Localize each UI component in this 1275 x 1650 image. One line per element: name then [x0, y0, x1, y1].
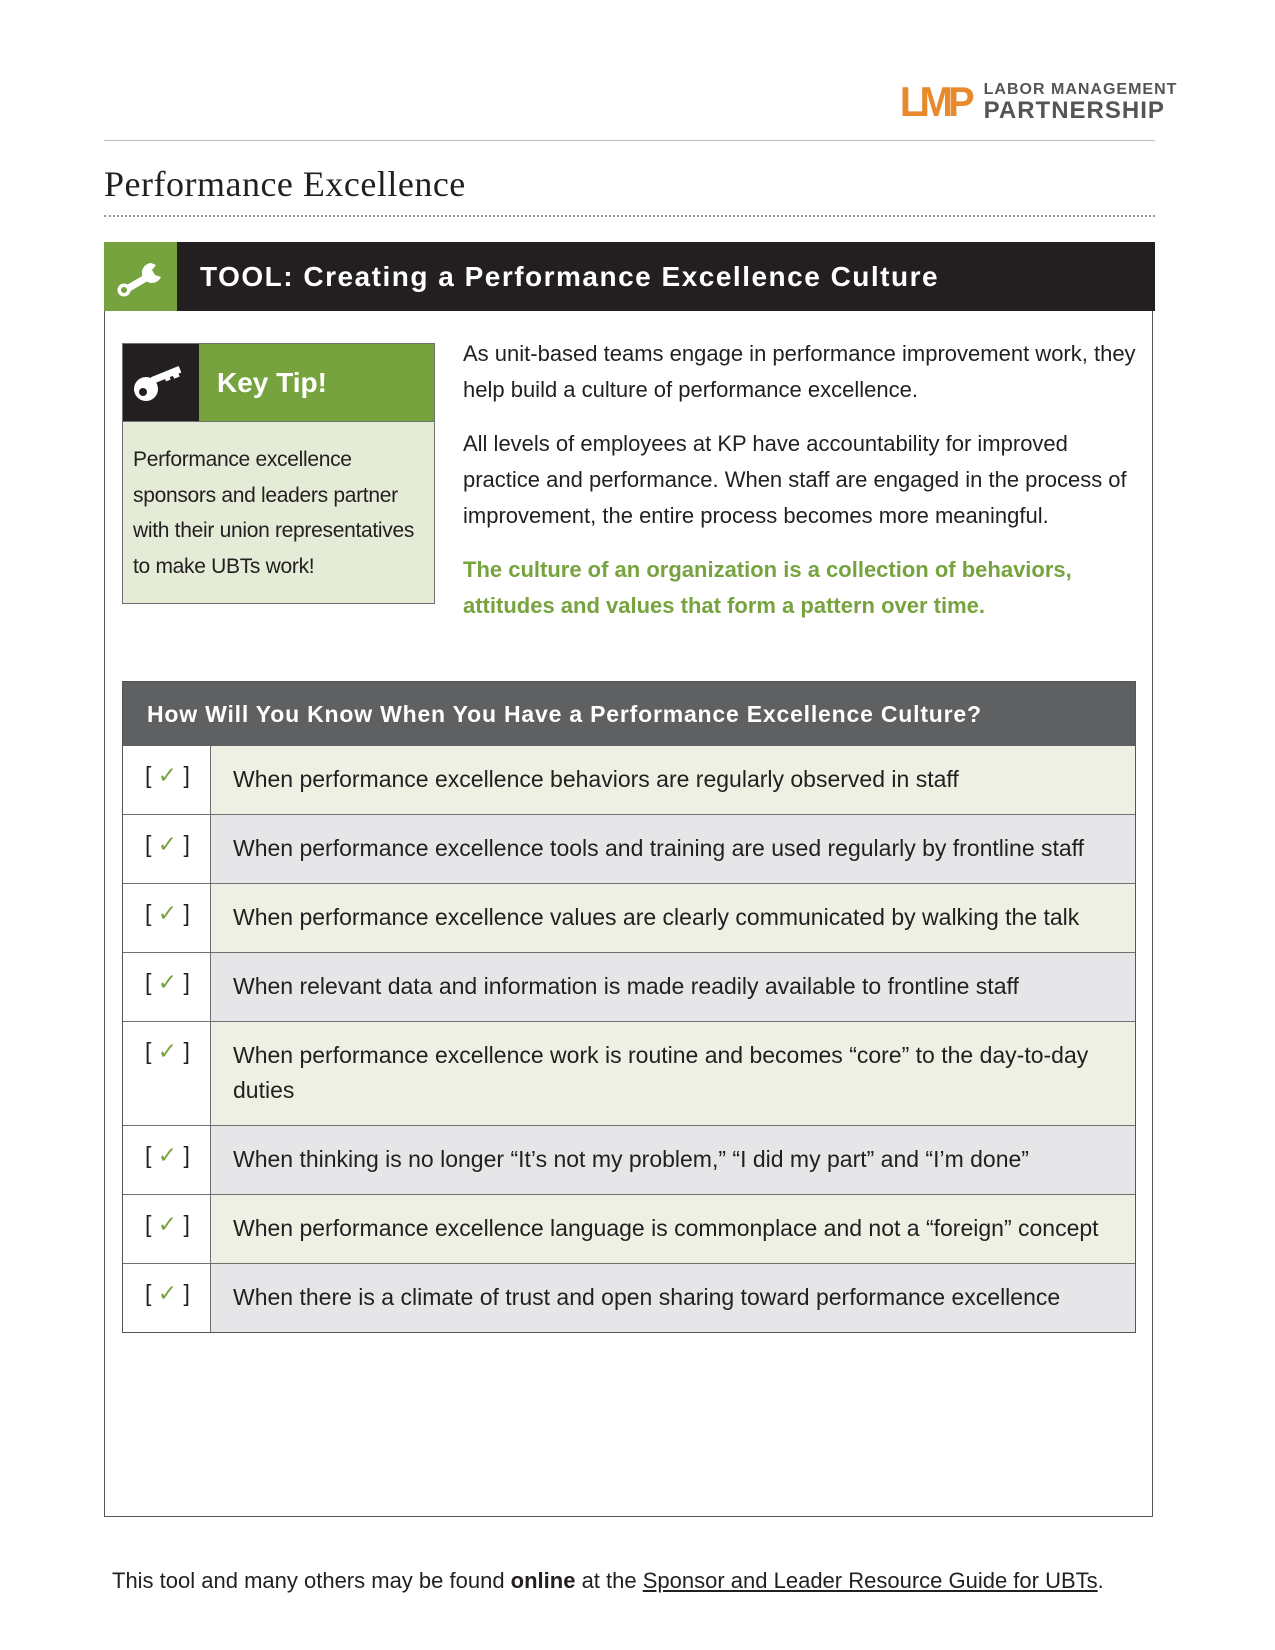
footer-middle: at the: [575, 1568, 643, 1593]
footer-note: [112, 1568, 1104, 1594]
bracket-open: [: [145, 762, 152, 788]
key-tip-box: [122, 343, 435, 604]
checkmark-cell: [123, 1022, 211, 1125]
checklist-item-text: When performance excellence values are clearly communicated by walking the talk: [211, 884, 1135, 952]
bracket-open: [: [145, 969, 152, 995]
resource-guide-link[interactable]: Sponsor and Leader Resource Guide for UBTs: [642, 1568, 1098, 1593]
checkmark-cell: [123, 953, 211, 1021]
checkmark-icon: ✓: [157, 1280, 178, 1306]
checklist-row: [123, 1125, 1135, 1194]
checkmark-icon: ✓: [157, 900, 178, 926]
checkmark-icon: ✓: [157, 762, 178, 788]
bracket-open: [: [145, 1142, 152, 1168]
checklist-item-text: When there is a climate of trust and open sharing toward performance excellence: [211, 1264, 1135, 1332]
logo-mark: LMP: [899, 78, 970, 125]
checkmark-cell: [123, 884, 211, 952]
checklist-item-text: When thinking is no longer “It’s not my problem,” “I did my part” and “I’m done”: [211, 1126, 1135, 1194]
wrench-icon: [104, 242, 177, 311]
checklist-table: [122, 681, 1136, 1333]
intro-text: [463, 336, 1143, 642]
checkmark-cell: [123, 746, 211, 814]
checkmark-icon: ✓: [157, 1142, 178, 1168]
checklist-row: [123, 952, 1135, 1021]
checklist-item-text: When performance excellence tools and training are used regularly by frontline staff: [211, 815, 1135, 883]
checkmark-cell: [123, 1264, 211, 1332]
bracket-close: ]: [183, 1280, 190, 1306]
logo-line1: LABOR MANAGEMENT: [983, 80, 1178, 98]
checklist-row: [123, 1194, 1135, 1263]
dotted-divider: [104, 215, 1155, 217]
checkmark-cell: [123, 1126, 211, 1194]
bracket-close: ]: [183, 1142, 190, 1168]
checkmark-icon: ✓: [157, 1038, 178, 1064]
checklist-item-text: When performance excellence language is commonplace and not a “foreign” concept: [211, 1195, 1135, 1263]
intro-emphasis: The culture of an organization is a collection of behaviors, attitudes and values that form a pattern over time.: [463, 557, 1072, 618]
bracket-open: [: [145, 1211, 152, 1237]
checkmark-cell: [123, 815, 211, 883]
lmp-logo: [898, 80, 1177, 124]
checklist-row: [123, 746, 1135, 814]
checklist-item-text: When performance excellence behaviors are regularly observed in staff: [211, 746, 1135, 814]
bracket-close: ]: [183, 1211, 190, 1237]
tool-title: TOOL: Creating a Performance Excellence Culture: [200, 260, 940, 292]
checklist-row: [123, 1263, 1135, 1332]
checkmark-cell: [123, 1195, 211, 1263]
bracket-open: [: [145, 1280, 152, 1306]
bracket-close: ]: [183, 831, 190, 857]
checkmark-icon: ✓: [157, 969, 178, 995]
key-tip-body: Performance excellence sponsors and leaders partner with their union representatives to make UBTs work!: [133, 448, 415, 578]
tool-header: [104, 242, 1155, 311]
intro-paragraph-1: As unit-based teams engage in performance improvement work, they help build a culture of performance excellence.: [463, 341, 1136, 402]
intro-paragraph-2: All levels of employees at KP have accountability for improved practice and performance. When staff are engaged in the process of improvement, the entire process becomes more meaningful.: [463, 431, 1127, 528]
logo-line2: PARTNERSHIP: [983, 96, 1165, 124]
bracket-close: ]: [183, 900, 190, 926]
checklist-item-text: When relevant data and information is made readily available to frontline staff: [211, 953, 1135, 1021]
checklist-row: [123, 883, 1135, 952]
key-tip-title: Key Tip!: [199, 344, 434, 421]
bracket-close: ]: [183, 969, 190, 995]
footer-bold: online: [510, 1568, 576, 1593]
bracket-close: ]: [183, 762, 190, 788]
checklist-item-text: When performance excellence work is routine and becomes “core” to the day-to-day duties: [211, 1022, 1135, 1125]
footer-prefix: This tool and many others may be found: [112, 1568, 511, 1593]
footer-suffix: .: [1097, 1568, 1104, 1593]
bracket-open: [: [145, 900, 152, 926]
section-title: Performance Excellence: [104, 164, 466, 204]
checklist-row: [123, 1021, 1135, 1125]
bracket-open: [: [145, 831, 152, 857]
bracket-open: [: [145, 1038, 152, 1064]
checklist-heading: How Will You Know When You Have a Performance Excellence Culture?: [123, 682, 1135, 746]
top-divider: [104, 140, 1155, 141]
checklist-row: [123, 814, 1135, 883]
checkmark-icon: ✓: [157, 831, 178, 857]
key-icon: [123, 344, 199, 421]
bracket-close: ]: [183, 1038, 190, 1064]
checkmark-icon: ✓: [157, 1211, 178, 1237]
